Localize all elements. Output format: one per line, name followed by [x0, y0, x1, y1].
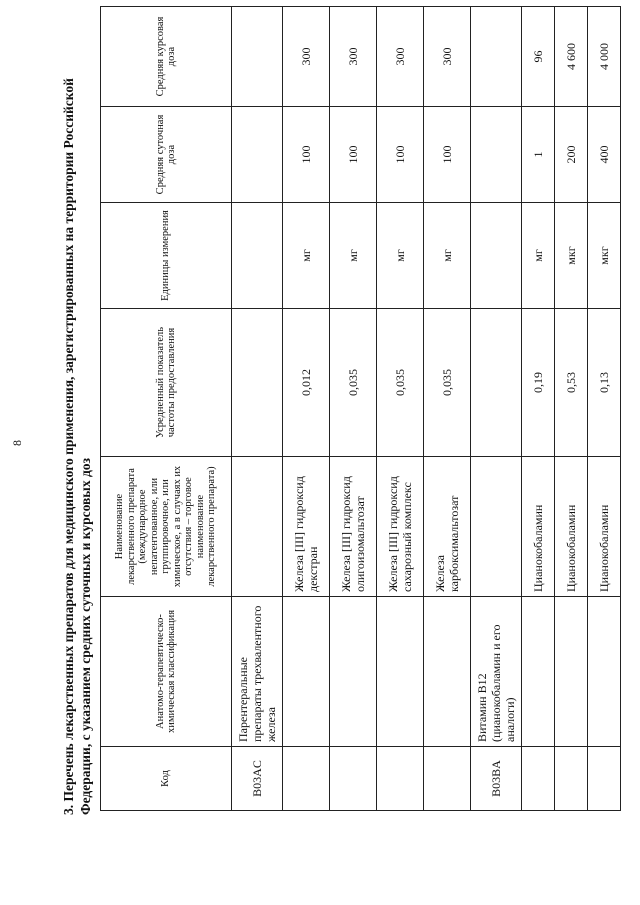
cell-unit: мкг [555, 203, 588, 309]
cell-daily-dose: 1 [522, 107, 555, 203]
cell-daily-dose: 100 [424, 107, 471, 203]
cell-frequency: 0,13 [588, 309, 621, 457]
cell-daily-dose: 400 [588, 107, 621, 203]
cell-frequency: 0,012 [283, 309, 330, 457]
cell-frequency [232, 309, 283, 457]
cell-atc [555, 597, 588, 747]
cell-code [522, 747, 555, 811]
table-row [471, 7, 522, 811]
cell-atc [588, 597, 621, 747]
cell-frequency: 0,19 [522, 309, 555, 457]
cell-atc [283, 597, 330, 747]
cell-frequency [471, 309, 522, 457]
cell-frequency: 0,035 [330, 309, 377, 457]
cell-atc: Витамин B12 (цианокобаламин и его аналоги) [471, 597, 522, 747]
table-row [588, 7, 621, 811]
cell-unit: мг [283, 203, 330, 309]
cell-code: B03BA [471, 747, 522, 811]
header-course-dose: Средняя курсовая доза [101, 7, 232, 107]
cell-frequency: 0,035 [377, 309, 424, 457]
cell-daily-dose [471, 107, 522, 203]
cell-daily-dose: 100 [283, 107, 330, 203]
table-row [424, 7, 471, 811]
header-unit: Единицы измерения [101, 203, 232, 309]
cell-daily-dose [232, 107, 283, 203]
header-frequency: Усредненный показатель частоты предоставления [101, 309, 232, 457]
cell-unit: мг [330, 203, 377, 309]
header-drug-name: Наименование лекарственного препарата (международное непатентованное, или группировочное, или химическое, а в случаях их отсутствия – торговое наименование лекарственного препарата) [101, 457, 232, 597]
cell-course-dose [232, 7, 283, 107]
cell-atc [330, 597, 377, 747]
cell-course-dose: 4 000 [588, 7, 621, 107]
cell-drug-name: Железа [III] гидроксид декстран [283, 457, 330, 597]
cell-daily-dose: 200 [555, 107, 588, 203]
cell-code [377, 747, 424, 811]
header-code: Код [101, 747, 232, 811]
cell-code [555, 747, 588, 811]
cell-drug-name: Цианокобаламин [588, 457, 621, 597]
table-row [555, 7, 588, 811]
cell-unit: мг [377, 203, 424, 309]
cell-unit: мг [522, 203, 555, 309]
page-number: 8 [10, 440, 24, 446]
table-row [377, 7, 424, 811]
cell-unit: мг [424, 203, 471, 309]
cell-course-dose: 300 [283, 7, 330, 107]
cell-course-dose [471, 7, 522, 107]
cell-course-dose: 96 [522, 7, 555, 107]
cell-drug-name: Железа [III] гидроксид олигоизомальтозат [330, 457, 377, 597]
cell-drug-name: Цианокобаламин [522, 457, 555, 597]
cell-atc: Парентеральные препараты трехвалентного железа [232, 597, 283, 747]
cell-drug-name: Цианокобаламин [555, 457, 588, 597]
cell-course-dose: 4 600 [555, 7, 588, 107]
cell-unit: мкг [588, 203, 621, 309]
cell-daily-dose: 100 [377, 107, 424, 203]
cell-course-dose: 300 [377, 7, 424, 107]
table-row [232, 7, 283, 811]
cell-drug-name: Железа карбоксимальтозат [424, 457, 471, 597]
document-heading: 3. Перечень лекарственных препаратов для медицинского применения, зарегистрированных на территории Российской Федерации, с указанием средних суточных и курсовых доз [61, 78, 93, 815]
cell-code [283, 747, 330, 811]
table-row [522, 7, 555, 811]
cell-code: B03AC [232, 747, 283, 811]
cell-daily-dose: 100 [330, 107, 377, 203]
table-row [330, 7, 377, 811]
cell-code [588, 747, 621, 811]
table-row [283, 7, 330, 811]
header-daily-dose: Средняя суточная доза [101, 107, 232, 203]
cell-course-dose: 300 [424, 7, 471, 107]
header-atc: Анатомо-терапевтическо-химическая классификация [101, 597, 232, 747]
drug-dosage-table [100, 6, 621, 811]
table-header-row [101, 7, 232, 811]
cell-frequency: 0,53 [555, 309, 588, 457]
cell-unit [471, 203, 522, 309]
cell-code [424, 747, 471, 811]
cell-atc [377, 597, 424, 747]
cell-drug-name [471, 457, 522, 597]
cell-course-dose: 300 [330, 7, 377, 107]
cell-drug-name: Железа [III] гидроксид сахарозный комплекс [377, 457, 424, 597]
cell-unit [232, 203, 283, 309]
cell-frequency: 0,035 [424, 309, 471, 457]
cell-atc [522, 597, 555, 747]
cell-drug-name [232, 457, 283, 597]
cell-code [330, 747, 377, 811]
cell-atc [424, 597, 471, 747]
